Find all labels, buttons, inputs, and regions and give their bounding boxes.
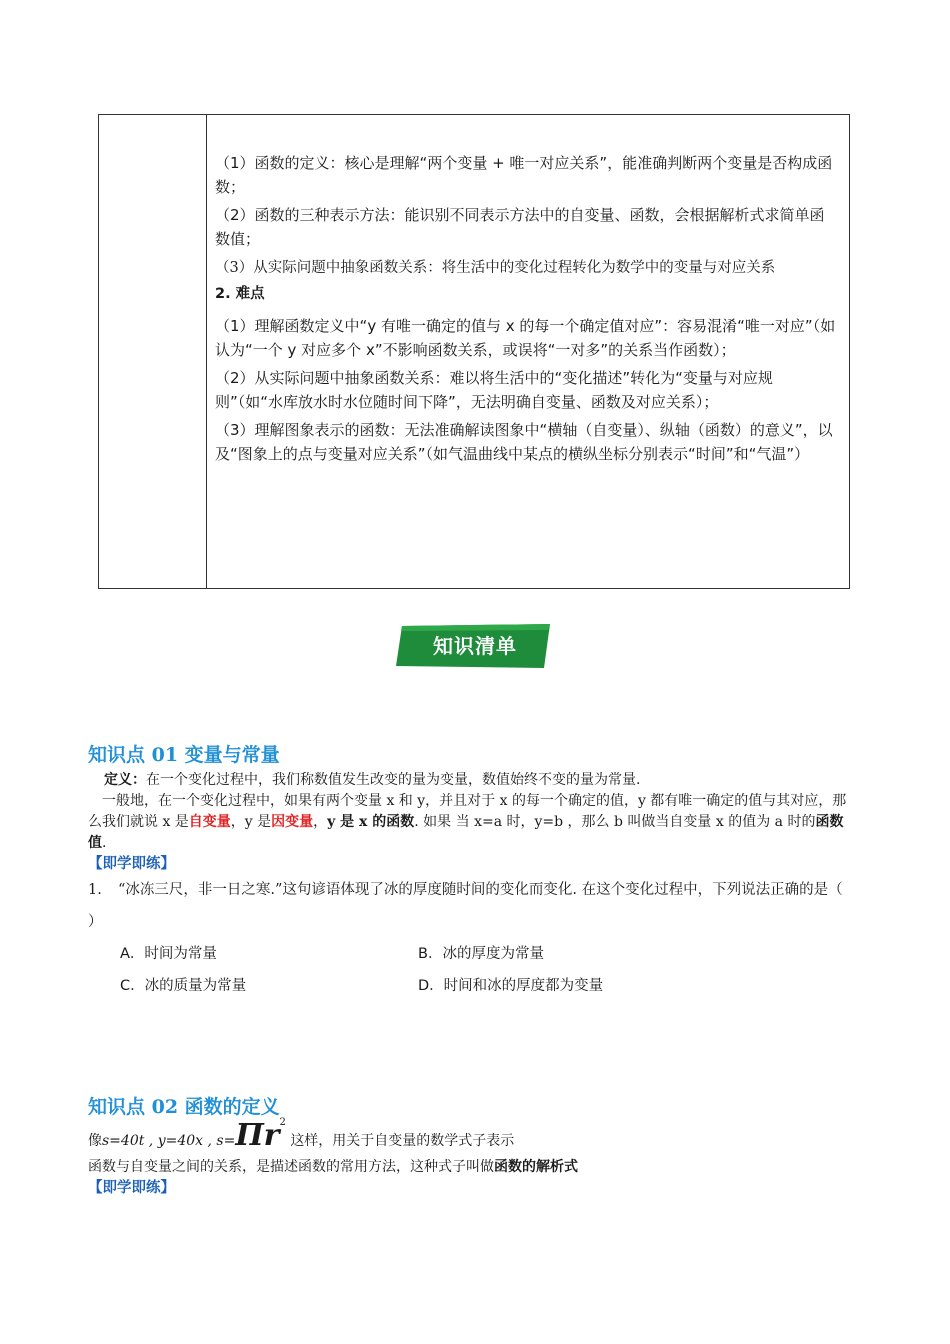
kp1-text-b: ，y 是 <box>230 814 272 830</box>
kp1-text-e: . <box>102 835 107 851</box>
question-1-stem <box>88 874 850 938</box>
kp1-def-label: 定义： <box>104 772 146 788</box>
objectives-table <box>98 114 850 589</box>
kp2-after-text: 这样，用关于自变量的数学式子表示 <box>290 1133 515 1149</box>
kp1-term-value: 函数值 <box>88 814 844 851</box>
question-1-number: 1. <box>88 882 102 898</box>
kp2-formula-exponent: 2 <box>279 1117 286 1128</box>
kp1-practice-label: 【即学即练】 <box>88 855 175 872</box>
question-1 <box>88 874 850 938</box>
kp1-body <box>88 770 850 854</box>
kp1-term-dependent: 因变量 <box>271 814 314 830</box>
option-c[interactable]: C．冰的质量为常量 <box>120 978 247 994</box>
kp1-paragraph <box>88 791 850 854</box>
kp2-practice-label: 【即学即练】 <box>88 1179 175 1196</box>
kp1-text-c: ， <box>313 814 328 830</box>
option-a[interactable]: A．时间为常量 <box>120 946 217 962</box>
kp2-formula-pi-r: Πr <box>235 1118 280 1153</box>
table-item-3: （3）从实际问题中抽象函数关系：将生活中的变化过程转化为数学中的变量与对应关系 <box>215 260 776 276</box>
kp1-def-text: 在一个变化过程中，我们称数值发生改变的量为变量，数值始终不变的量为常量. <box>146 772 641 788</box>
option-b[interactable]: B．冰的厚度为常量 <box>418 946 544 962</box>
kp2-lead: 像 <box>88 1133 102 1149</box>
table-column-divider <box>206 115 207 588</box>
kp1-definition <box>88 770 850 791</box>
kp2-line2 <box>88 1156 578 1176</box>
kp2-term-analytic: 函数的解析式 <box>494 1159 578 1175</box>
kp1-term-function: y 是 x 的函数 <box>327 814 415 830</box>
kp1-title: 知识点 01 变量与常量 <box>88 744 280 766</box>
table-item-2: （2）函数的三种表示方法：能识别不同表示方法中的自变量、函数，会根据解析式求简单函数值； <box>215 206 825 248</box>
kp2-title: 知识点 02 函数的定义 <box>88 1096 280 1118</box>
difficulty-item-2: （2）从实际问题中抽象函数关系：难以将生活中的“变化描述”转化为“变量与对应规则”（如“水库放水时水位随时间下降”，无法明确自变量、函数及对应关系）； <box>215 369 773 411</box>
difficulty-item-1: （1）理解函数定义中“y 有唯一确定的值与 x 的每一个确定值对应”：容易混淆“唯一对应”（如认为“一个 y 对应多个 x”不影响函数关系，或误将“一对多”的关系当作函数）； <box>215 317 836 359</box>
kp1-text-d: . 如果 当 x=a 时，y=b ，那么 b 叫做当自变量 x 的值为 a 时的 <box>414 814 816 830</box>
kp2-formula-line <box>88 1118 514 1153</box>
section-banner <box>394 622 556 670</box>
table-content-cell <box>215 151 839 470</box>
kp2-formula: s=40t , y=40x , s= <box>102 1133 236 1149</box>
difficulty-heading: 2. 难点 <box>215 286 265 302</box>
kp2-line2-text: 函数与自变量之间的关系，是描述函数的常用方法，这种式子叫做 <box>88 1159 494 1175</box>
banner-label: 知识清单 <box>433 634 517 658</box>
kp1-text-a: 一般地，在一个变化过程中，如果有两个变量 x 和 y，并且对于 x 的每一个确定的值，y 都有唯一确定的值与其对应，那么我们就说 x 是 <box>88 793 847 830</box>
option-d[interactable]: D．时间和冰的厚度都为变量 <box>418 978 604 994</box>
table-item-1: （1）函数的定义：核心是理解“两个变量 + 唯一对应关系”，能准确判断两个变量是否构成函数； <box>215 154 833 196</box>
kp1-term-independent: 自变量 <box>188 814 231 830</box>
question-1-text: “冰冻三尺，非一日之寒.”这句谚语体现了冰的厚度随时间的变化而变化. 在这个变化过程中，下列说法正确的是（ ） <box>88 882 843 930</box>
difficulty-item-3: （3）理解图象表示的函数：无法准确解读图象中“横轴（自变量）、纵轴（函数）的意义”，以及“图象上的点与变量对应关系”（如气温曲线中某点的横纵坐标分别表示“时间”和“气温”） <box>215 421 833 463</box>
